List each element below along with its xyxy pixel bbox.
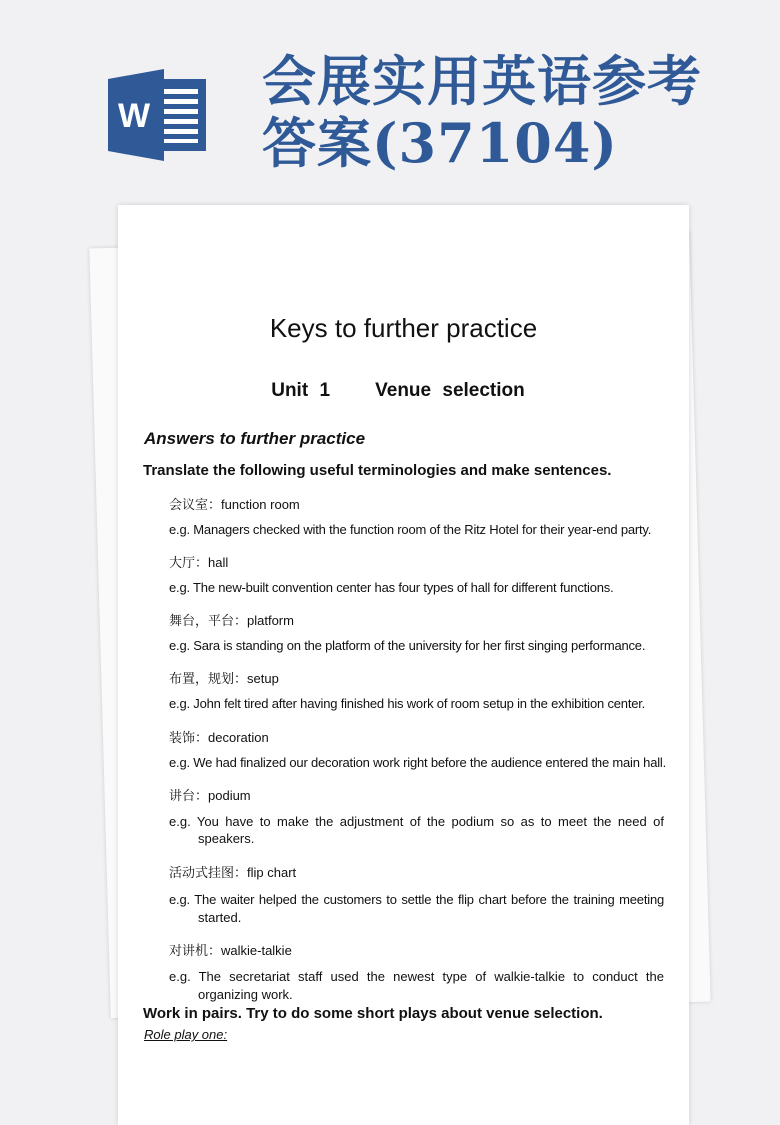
example: e.g. We had finalized our decoration work right before the audience entered the main hall.: [169, 755, 667, 770]
term: 装饰：decoration: [169, 730, 269, 745]
page-heading: Keys to further practice: [269, 313, 538, 343]
example-continued: started.: [198, 910, 242, 925]
term: 会议室：function room: [169, 497, 300, 512]
term: 布置，规划：setup: [169, 671, 279, 686]
svg-text:W: W: [117, 97, 151, 135]
example-continued: organizing work.: [198, 987, 293, 1002]
example: e.g. The new-built convention center has four types of hall for different functions.: [169, 580, 614, 595]
example-continued: speakers.: [198, 831, 255, 846]
word-document-icon: [108, 69, 208, 161]
example: e.g. You have to make the adjustment of the podium so as to meet the need of: [169, 814, 664, 829]
term: 对讲机：walkie-talkie: [169, 943, 292, 958]
example: e.g. Managers checked with the function room of the Ritz Hotel for their year-end party.: [169, 522, 652, 537]
document-title: 会展实用英语参考答案(37104): [262, 49, 702, 175]
example: e.g. The secretariat staff used the newest type of walkie-talkie to conduct the: [169, 969, 664, 984]
document-page: [118, 205, 689, 1125]
example: e.g. John felt tired after having finished his work of room setup in the exhibition center.: [169, 696, 646, 711]
example: e.g. The waiter helped the customers to settle the flip chart before the training meeting: [169, 892, 664, 907]
unit-heading: Unit 1 Venue selection: [271, 380, 525, 401]
term: 讲台：podium: [169, 788, 251, 803]
task-heading-2: Work in pairs. Try to do some short plays about venue selection.: [143, 1005, 603, 1022]
role-play-label: Role play one:: [144, 1027, 228, 1042]
term: 大厅：hall: [169, 555, 229, 570]
section-heading: Answers to further practice: [144, 429, 366, 448]
task-heading: Translate the following useful terminologies and make sentences.: [143, 462, 612, 479]
term: 舞台，平台：platform: [169, 613, 294, 628]
example: e.g. Sara is standing on the platform of the university for her first singing performance.: [169, 638, 646, 653]
term: 活动式挂图：flip chart: [169, 865, 297, 880]
